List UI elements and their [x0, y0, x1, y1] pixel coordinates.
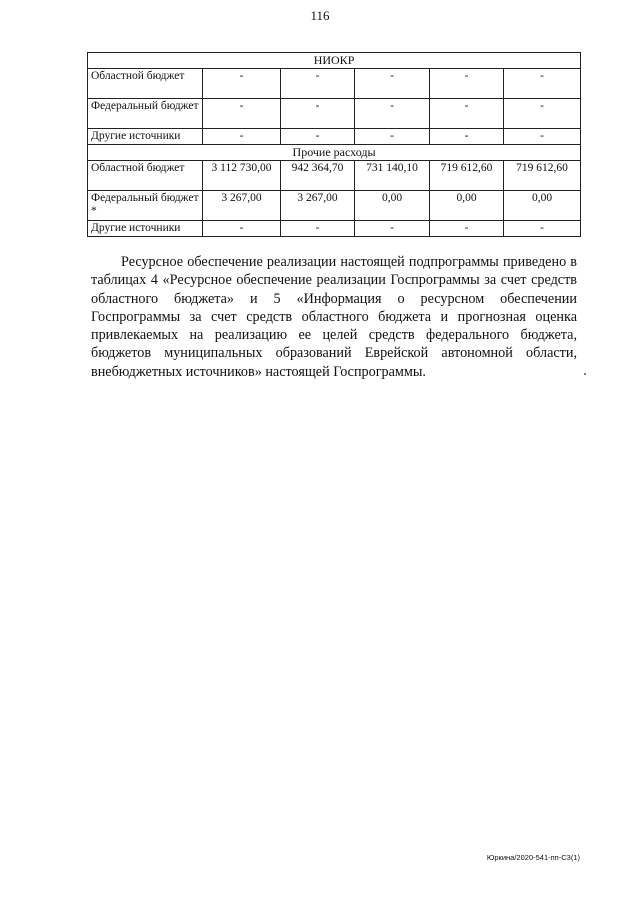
table-cell: -	[355, 69, 430, 99]
table-cell: -	[203, 221, 281, 237]
document-code: Юркина/2020-541-пп-С3(1)	[486, 853, 580, 862]
table-cell: -	[430, 69, 504, 99]
table-cell: 719 612,60	[504, 161, 581, 191]
table-cell: 0,00	[355, 191, 430, 221]
row-label: Другие источники	[88, 221, 203, 237]
table-cell: -	[281, 69, 355, 99]
row-label: Другие источники	[88, 129, 203, 145]
table-cell: -	[355, 221, 430, 237]
table-row	[88, 191, 581, 221]
table-cell: -	[504, 221, 581, 237]
table-cell: 0,00	[430, 191, 504, 221]
table-cell: 3 267,00	[281, 191, 355, 221]
section-header-row	[88, 53, 581, 69]
table-cell: -	[504, 129, 581, 145]
table-cell: -	[430, 129, 504, 145]
table-row	[88, 161, 581, 191]
table-cell: -	[281, 99, 355, 129]
table-cell: -	[504, 99, 581, 129]
body-paragraph: Ресурсное обеспечение реализации настоящей подпрограммы приведено в таблицах 4 «Ресурсное обеспечение реализации Госпрограммы за счет средств областного бюджета» и 5 «Информация о ресурсном обеспечении Госпрограммы за счет средств областного бюджета и прогнозная оценка привлекаемых на реализацию ее целей средств федерального бюджета, бюджетов муниципальных образований Еврейской автономной области, внебюджетных источников» настоящей Госпрограммы.	[91, 254, 577, 380]
table-cell: -	[430, 99, 504, 129]
table-row	[88, 129, 581, 145]
table-cell: 719 612,60	[430, 161, 504, 191]
section-header-row	[88, 145, 581, 161]
row-label: Областной бюджет	[88, 161, 203, 191]
table-cell: 3 267,00	[203, 191, 281, 221]
table-cell: -	[504, 69, 581, 99]
section-title-other-expenses: Прочие расходы	[88, 145, 581, 161]
row-label: Федеральный бюджет *	[88, 191, 203, 221]
table-cell: -	[355, 129, 430, 145]
row-label: Федеральный бюджет	[88, 99, 203, 129]
scan-speck	[584, 373, 586, 375]
table-cell: -	[203, 129, 281, 145]
budget-table	[87, 52, 581, 237]
page-number: 116	[310, 8, 330, 23]
table-cell: 942 364,70	[281, 161, 355, 191]
table-cell: -	[281, 221, 355, 237]
table-cell: 0,00	[504, 191, 581, 221]
section-title-niokr: НИОКР	[88, 53, 581, 69]
table-row	[88, 69, 581, 99]
table-cell: -	[281, 129, 355, 145]
table-row	[88, 221, 581, 237]
table-cell: 731 140,10	[355, 161, 430, 191]
table-cell: -	[355, 99, 430, 129]
table-cell: -	[203, 69, 281, 99]
row-label: Областной бюджет	[88, 69, 203, 99]
table-cell: -	[430, 221, 504, 237]
table-cell: 3 112 730,00	[203, 161, 281, 191]
table-cell: -	[203, 99, 281, 129]
table-row	[88, 99, 581, 129]
